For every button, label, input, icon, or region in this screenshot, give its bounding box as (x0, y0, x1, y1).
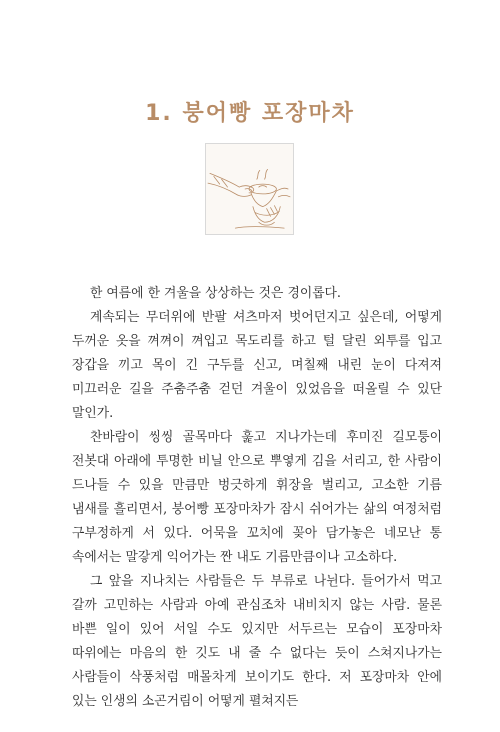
paragraph: 한 여름에 한 겨울을 상상하는 것은 경이롭다. (90, 286, 341, 301)
hand-holding-cup-sketch-icon (206, 144, 293, 234)
paragraph: 계속되는 무더위에 반팔 셔츠마저 벗어던지고 싶은데, 어떻게 두꺼운 옷을 껴껴이 껴입고 목도리를 하고 털 달린 외투를 입고 장갑을 끼고 목이 긴 구두를 신고, 며칠째 내린 눈이 다져져 미끄러운 길을 주춤주춤 걷던 겨울이 있었음을 떠올릴 수 있단 말인가. (72, 310, 442, 421)
paragraph: 찬바람이 씽씽 골목마다 훑고 지나가는데 후미진 길모퉁이 전봇대 아래에 투명한 비닐 안으로 뿌옇게 김을 서리고, 한 사람이 드나들 수 있을 만큼만 벙긋하게 휘장을 벌리고, 고소한 기름 냄새를 흘리면서, 붕어빵 포장마차가 잠시 쉬어가는 삶의 여정처럼 구부정하게 서 있다. 어묵을 꼬치에 꽂아 담가놓은 네모난 통 속에서는 말갛게 익어가는 짠 내도 기름만큼이나 고소하다. (72, 430, 442, 565)
paragraph: 그 앞을 지나치는 사람들은 두 부류로 나뉜다. 들어가서 먹고 갈까 고민하는 사람과 아예 관심조차 내비치지 않는 사람. 물론 바쁜 일이 있어 서일 수도 있지만 서두르는 모습이 포장마차 따위에는 마음의 한 깃도 내 줄 수 없다는 듯이 스쳐지나가는 사람들이 삭풍처럼 매몰차게 보이기도 한다. 저 포장마차 안에 있는 인생의 소곤거림이 어떻게 펼쳐지든 (72, 574, 442, 709)
body-text (72, 282, 442, 714)
chapter-title: 1. 붕어빵 포장마차 (145, 101, 355, 126)
chapter-illustration (205, 143, 294, 235)
